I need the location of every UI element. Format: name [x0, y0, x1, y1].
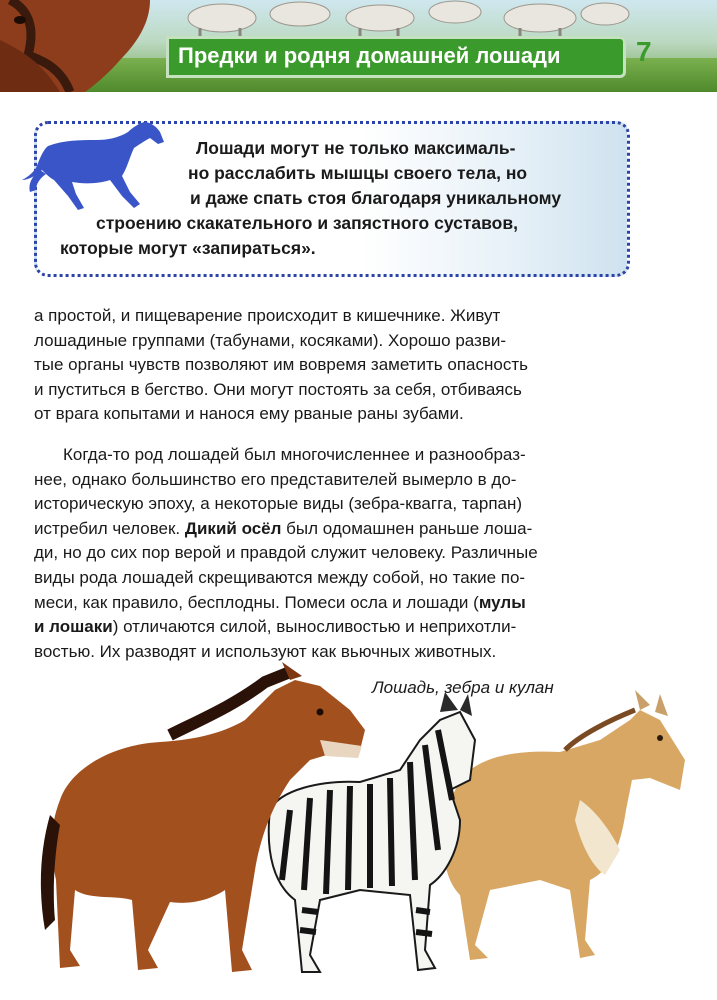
- fact-text: [56, 136, 608, 261]
- paragraph-1: [34, 304, 634, 427]
- text-segment: был одомашнен раньше лоша-: [281, 518, 533, 538]
- text-segment: истребил человек.: [34, 518, 185, 538]
- illustration-caption: Лошадь, зебра и кулан: [372, 678, 554, 697]
- fact-line: строению скакательного и запястного суставов,: [96, 213, 518, 233]
- fact-line: которые могут «запираться».: [60, 238, 316, 258]
- bold-term-wild-donkey: Дикий осёл: [184, 518, 282, 538]
- fact-line: Лошади могут не только максималь-: [196, 138, 516, 158]
- bold-term-mules: мулы: [478, 592, 526, 612]
- bold-term-hinnies: и лошаки: [34, 617, 113, 637]
- horse-zebra-kulan-illustration: [20, 650, 700, 995]
- text-line: [34, 591, 634, 616]
- text-line: тые органы чувств позволяют им вовремя заметить опасность: [34, 355, 528, 375]
- text-line: от врага копытами и нанося ему рваные раны зубами.: [34, 404, 464, 424]
- page-number: 7: [636, 36, 652, 67]
- page-title: Предки и родня домашней лошади: [178, 43, 561, 68]
- text-line: [34, 517, 634, 542]
- text-line: нее, однако большинство его представителей вымерло в до-: [34, 469, 517, 489]
- paragraph-2: [34, 443, 634, 664]
- text-line: а простой, и пищеварение происходит в кишечнике. Живут: [34, 306, 501, 325]
- text-segment: ) отличаются силой, выносливостью и неприхотли-: [112, 617, 517, 637]
- text-segment: меси, как правило, бесплодны. Помеси осла и лошади (: [34, 592, 479, 612]
- fact-line: но расслабить мышцы своего тела, но: [188, 163, 528, 183]
- text-line: востью. Их разводят и используют как вьючных животных.: [34, 641, 497, 661]
- text-line: Когда-то род лошадей был многочисленнее и разнообраз-: [63, 445, 526, 464]
- text-line: виды рода лошадей скрещиваются между собой, но такие по-: [34, 567, 526, 587]
- text-line: [34, 615, 634, 640]
- text-line: и пуститься в бегство. Они могут постоять за себя, отбиваясь: [34, 379, 522, 399]
- text-line: лошадиные группами (табунами, косяками). Хорошо разви-: [34, 330, 507, 350]
- kulan-figure: [443, 690, 685, 960]
- text-line: историческую эпоху, а некоторые виды (зебра-квагга, тарпан): [34, 494, 523, 514]
- fact-line: и даже спать стоя благодаря уникальному: [190, 188, 562, 208]
- text-line: ди, но до сих пор верой и правдой служит человеку. Различные: [34, 543, 538, 563]
